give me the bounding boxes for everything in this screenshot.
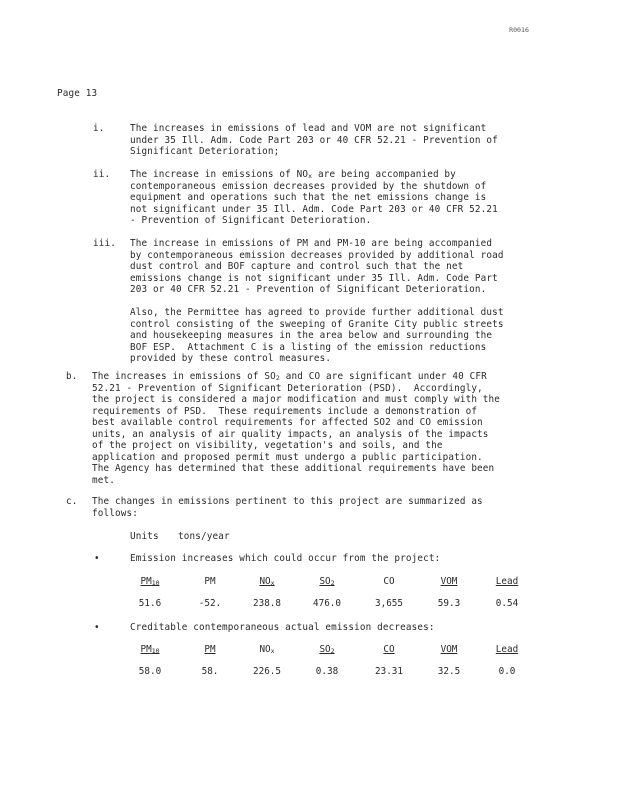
item-iii-also-line-5: provided by these control measures. <box>130 353 332 364</box>
item-iii-line-5: 203 or 40 CFR 52.21 - Prevention of Significant Deterioration. <box>130 284 487 295</box>
item-iii-also-line-3: and housekeeping measures in the area below and surrounding the <box>130 330 493 341</box>
item-b-line-10: met. <box>92 474 115 486</box>
document-stamp: R0016 <box>509 27 529 34</box>
col-lead: Lead <box>495 644 519 655</box>
item-iii-also-line-1: Also, the Permittee has agreed to provide further additional dust <box>130 307 504 318</box>
item-b-line-8: application and proposed permit must undergo a public participation. <box>92 451 483 463</box>
increase-value-vom: 59.3 <box>437 598 461 609</box>
item-ii-line-1: The increase in emissions of $NO_x$ are being accompanied by <box>130 169 456 180</box>
col-pm: PM <box>204 644 216 655</box>
col-vom: VOM <box>440 644 458 655</box>
item-iii-marker: iii. <box>93 238 116 249</box>
item-iii-also-line-2: control consisting of the sweeping of Granite City public streets <box>130 318 504 330</box>
col-co: CO <box>383 576 395 587</box>
increase-value-so2: 476.0 <box>313 598 341 609</box>
item-ii-line-4: not significant under 35 Ill. Adm. Code Part 203 or 40 CFR 52.21 <box>130 203 498 215</box>
item-iii-also-line-4: BOF ESP. Attachment C is a listing of the emission reductions <box>130 341 487 353</box>
increase-value-lead: 0.54 <box>495 598 519 609</box>
col-pm10: $PM_{10}$ <box>140 576 160 587</box>
decrease-value-vom: 32.5 <box>437 666 461 677</box>
decrease-value-nox: 226.5 <box>253 666 281 677</box>
item-b-line-4: requirements of PSD. These requirements include a demonstration of <box>92 405 478 417</box>
item-i-marker: i. <box>93 123 105 134</box>
decrease-value-lead: 0.0 <box>498 666 516 677</box>
item-ii-marker: ii. <box>93 169 111 180</box>
item-b-line-9: The Agency has determined that these additional requirements have been <box>92 463 495 474</box>
col-so2: $SO_2$ <box>319 576 335 587</box>
increase-value-co: 3,655 <box>375 598 403 609</box>
item-b-line-6: units, an analysis of air quality impacts, an analysis of the impacts <box>92 428 489 440</box>
item-i-line-2: under 35 Ill. Adm. Code Part 203 or 40 CFR 52.21 - Prevention of <box>130 134 498 146</box>
item-iii-line-4: emissions change is not significant under 35 Ill. Adm. Code Part <box>130 272 498 284</box>
decrease-value-pm: 58. <box>201 666 219 677</box>
bullet-icon: • <box>94 553 100 564</box>
item-b-line-2: 52.21 - Prevention of Significant Deterioration (PSD). Accordingly, <box>92 382 483 394</box>
item-iii-line-3: dust control and BOF capture and control such that the net <box>130 261 464 272</box>
item-i-line-1: The increases in emissions of lead and VOM are not significant <box>130 123 487 134</box>
item-b-line-7: of the project on visibility, vegetation's and soils, and the <box>92 440 443 451</box>
item-c-marker: c. <box>66 496 78 507</box>
item-ii-line-2: contemporaneous emission decreases provided by the shutdown of <box>130 180 487 192</box>
page-label: Page 13 <box>57 88 98 99</box>
item-ii-line-5: - Prevention of Significant Deterioration. <box>130 215 372 226</box>
col-nox: $NO_x$ <box>259 644 275 655</box>
decrease-value-pm10: 58.0 <box>138 666 162 677</box>
col-pm: PM <box>204 576 216 587</box>
item-iii-line-1: The increase in emissions of PM and PM-10 are being accompanied <box>130 238 493 249</box>
increase-value-pm10: 51.6 <box>138 598 162 609</box>
col-vom: VOM <box>440 576 458 587</box>
item-b-line-5: best available control requirements for affected SO2 and CO emission <box>92 417 483 428</box>
decrease-value-so2: 0.38 <box>315 666 339 677</box>
increase-value-nox: 238.8 <box>253 598 281 609</box>
bullet-icon: • <box>94 622 100 633</box>
col-nox: $NO_x$ <box>259 576 275 587</box>
increase-heading: Emission increases which could occur from the project: <box>130 553 441 564</box>
col-lead: Lead <box>495 576 519 587</box>
item-c-line-1: The changes in emissions pertinent to this project are summarized as <box>92 496 483 507</box>
item-b-line-1: The increases in emissions of $SO_2$ and CO are significant under 40 CFR <box>92 371 487 382</box>
decrease-heading: Creditable contemporaneous actual emission decreases: <box>130 622 435 633</box>
increase-value-pm: -52. <box>198 598 222 609</box>
units-value: tons/year <box>178 531 230 542</box>
item-c-line-2: follows: <box>92 507 138 519</box>
col-co: CO <box>383 644 395 655</box>
units-label: Units <box>130 531 159 542</box>
item-b-line-3: the project is considered a major modification and must comply with the <box>92 394 501 405</box>
col-pm10: $PM_{10}$ <box>140 644 160 655</box>
item-ii-line-3: equipment and operations such that the net emissions change is <box>130 192 487 203</box>
item-iii-line-2: by contemporaneous emission decreases provided by additional road <box>130 249 504 261</box>
item-i-line-3: Significant Deterioration; <box>130 146 280 157</box>
col-so2: $SO_2$ <box>319 644 335 655</box>
item-b-marker: b. <box>66 371 78 382</box>
decrease-value-co: 23.31 <box>375 666 403 677</box>
